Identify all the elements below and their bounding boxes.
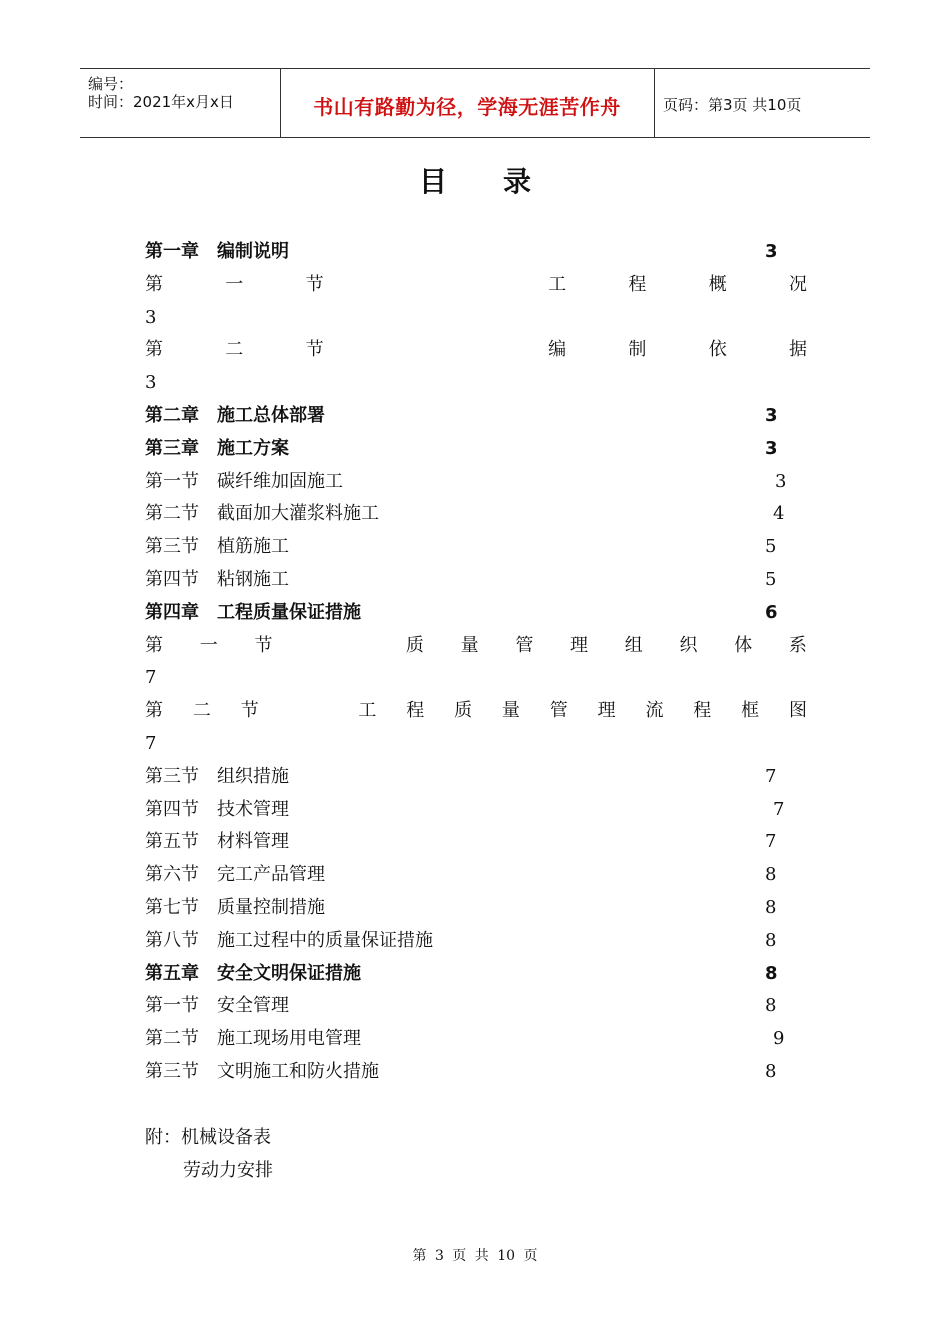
toc-char: 织	[679, 634, 698, 656]
toc-page: 7	[765, 831, 777, 853]
toc-section-5-3	[145, 1056, 807, 1089]
toc-page: 9	[773, 1028, 785, 1050]
toc-char: 图	[788, 700, 807, 722]
toc-char: 制	[628, 339, 647, 361]
toc-char: 体	[734, 634, 753, 656]
toc-page: 8	[765, 962, 778, 984]
toc-page: 5	[765, 568, 777, 590]
toc-char: 节	[305, 339, 324, 361]
toc-page: 7	[773, 798, 785, 820]
toc-label: 第三节 组织措施	[145, 765, 289, 787]
toc-char: 二	[192, 700, 211, 722]
toc-char: 质	[454, 700, 473, 722]
toc-label-spread	[145, 695, 807, 728]
toc-section-4-8	[145, 925, 807, 958]
toc-char: 依	[708, 339, 727, 361]
toc-label: 第三章 施工方案	[145, 437, 289, 459]
toc-char: 管	[515, 634, 534, 656]
toc-char: 工	[548, 273, 567, 295]
toc-page: 3	[145, 372, 157, 394]
toc-label-spread	[145, 334, 807, 367]
toc-char: 质	[405, 634, 424, 656]
toc-chapter-2	[145, 400, 807, 433]
toc-section-4-1	[145, 630, 807, 663]
toc-page: 3	[765, 241, 778, 262]
toc-label: 第四节 技术管理	[145, 798, 289, 820]
toc-char: 据	[788, 339, 807, 361]
appendix	[145, 1122, 273, 1188]
toc-char: 理	[570, 634, 589, 656]
toc-label: 第一章 编制说明	[145, 241, 289, 262]
page-indicator: 页码：第3页 共10页	[663, 96, 802, 114]
header-right-cell	[655, 69, 870, 137]
toc-label: 第五节 材料管理	[145, 831, 289, 853]
toc-char: 第	[145, 634, 163, 656]
toc-section-5-2	[145, 1023, 807, 1056]
header-left-cell	[80, 69, 281, 137]
toc-section-1-1-page	[145, 302, 807, 335]
toc-char: 程	[628, 273, 647, 295]
page-header	[80, 68, 870, 138]
toc-section-4-4	[145, 794, 807, 827]
toc-label: 第八节 施工过程中的质量保证措施	[145, 929, 433, 951]
toc-label: 第六节 完工产品管理	[145, 864, 325, 886]
toc-section-3-3	[145, 531, 807, 564]
toc-char: 况	[788, 273, 807, 295]
toc-label: 第七节 质量控制措施	[145, 896, 325, 918]
toc-section-1-1	[145, 269, 807, 302]
header-motto: 书山有路勤为径，学海无涯苦作舟	[313, 95, 621, 119]
toc-section-1-2	[145, 334, 807, 367]
toc-chapter-1	[145, 236, 807, 269]
toc-page: 3	[765, 437, 778, 459]
page-title: 目录	[418, 165, 587, 198]
time-label: 时间：2021年x月x日	[88, 93, 234, 111]
toc-page: 8	[765, 896, 777, 918]
toc-char: 一	[199, 634, 218, 656]
toc-chapter-4	[145, 597, 807, 630]
toc-page: 7	[145, 667, 157, 689]
toc-char: 节	[254, 634, 273, 656]
toc-char: 概	[708, 273, 727, 295]
toc-page: 8	[765, 864, 777, 886]
page-footer: 第 3 页 共 10 页	[412, 1248, 538, 1264]
toc-page: 6	[765, 601, 778, 623]
toc-section-4-2-page	[145, 728, 807, 761]
number-label: 编号：	[88, 75, 134, 93]
toc-section-4-6	[145, 859, 807, 892]
toc-char: 第	[145, 273, 163, 295]
toc-section-5-1	[145, 990, 807, 1023]
toc-char: 二	[225, 339, 244, 361]
toc-page: 3	[775, 470, 787, 492]
toc-section-3-4	[145, 564, 807, 597]
toc-char: 工	[358, 700, 377, 722]
toc-char: 程	[406, 700, 425, 722]
toc-char: 流	[645, 700, 664, 722]
toc-page: 7	[765, 765, 777, 787]
toc-label-spread	[145, 269, 807, 302]
toc-label: 第二节 施工现场用电管理	[145, 1028, 361, 1050]
toc-section-1-2-page	[145, 367, 807, 400]
toc-label: 第三节 植筋施工	[145, 536, 289, 558]
toc-char: 量	[460, 634, 479, 656]
toc-char: 编	[548, 339, 567, 361]
toc-label: 第四节 粘钢施工	[145, 568, 289, 590]
toc-section-3-2	[145, 498, 807, 531]
toc-label-spread	[145, 630, 807, 663]
toc-section-4-1-page	[145, 662, 807, 695]
toc-chapter-5	[145, 958, 807, 991]
toc-page: 7	[145, 732, 157, 754]
toc-label: 第一节 碳纤维加固施工	[145, 470, 343, 492]
toc-page: 8	[765, 1060, 777, 1082]
toc-char: 组	[624, 634, 643, 656]
toc-char: 框	[741, 700, 760, 722]
toc-char: 一	[225, 273, 244, 295]
toc-label: 第一节 安全管理	[145, 995, 289, 1017]
toc-label: 第三节 文明施工和防火措施	[145, 1060, 379, 1082]
toc-label: 第二节 截面加大灌浆料施工	[145, 503, 379, 525]
header-middle-cell	[280, 69, 655, 137]
toc-char: 程	[693, 700, 712, 722]
toc-page: 8	[765, 929, 777, 951]
toc-section-4-2	[145, 695, 807, 728]
toc-char: 管	[549, 700, 568, 722]
toc-char: 理	[597, 700, 616, 722]
toc-label: 第二章 施工总体部署	[145, 404, 325, 426]
toc-char: 节	[240, 700, 259, 722]
toc-page: 3	[765, 404, 778, 426]
toc-char: 第	[145, 339, 163, 361]
toc-section-3-1	[145, 466, 807, 499]
toc-label: 第五章 安全文明保证措施	[145, 962, 361, 984]
toc-page: 5	[765, 536, 777, 558]
toc-section-4-3	[145, 761, 807, 794]
appendix-line-2: 劳动力安排	[183, 1159, 273, 1181]
toc-page: 4	[773, 503, 785, 525]
toc-chapter-3	[145, 433, 807, 466]
toc-char: 节	[305, 273, 324, 295]
toc-section-4-5	[145, 826, 807, 859]
toc-char: 第	[145, 700, 163, 722]
toc-label: 第四章 工程质量保证措施	[145, 601, 361, 623]
toc-page: 8	[765, 995, 777, 1017]
toc-char: 量	[501, 700, 520, 722]
appendix-line-1: 附：机械设备表	[145, 1127, 271, 1148]
toc-section-4-7	[145, 892, 807, 925]
table-of-contents	[145, 236, 807, 1089]
toc-page: 3	[145, 306, 157, 328]
toc-char: 系	[788, 634, 807, 656]
